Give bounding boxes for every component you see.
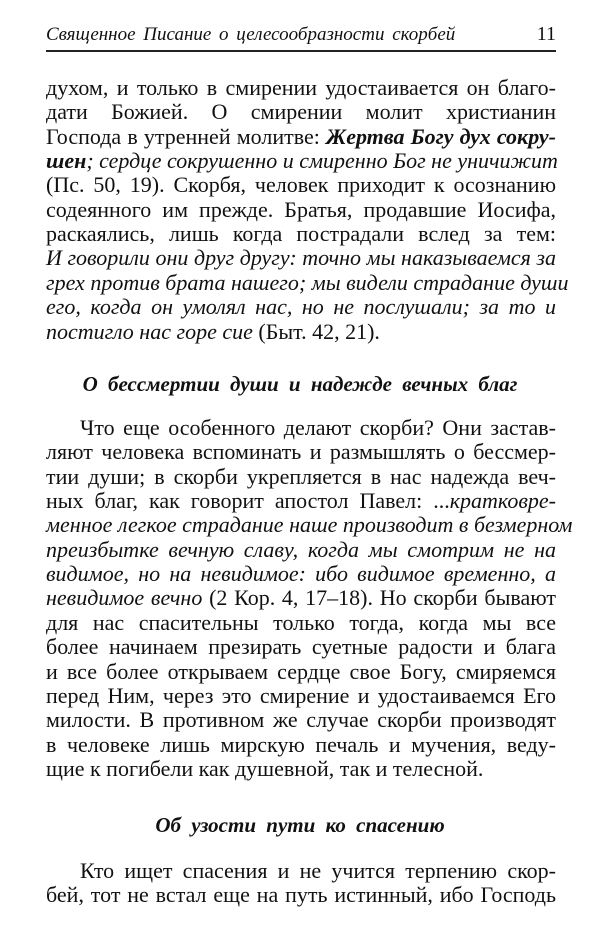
text-line [46,684,556,708]
text-line [46,149,556,173]
text-run: ных благ, как говорит апостол Павел: ... [46,488,450,514]
text-line [46,611,556,635]
text-run: и все более открываем сердце свое Богу, смиряемся [46,658,556,684]
scripture-quote: его, когда он умолял нас, но не послушали; за то и [46,294,556,320]
text-line [46,538,556,562]
section-heading: Об узости пути ко спасению [155,813,445,837]
text-run: духом, и только в смирении удостаивается он благо- [46,75,556,100]
text-run: Кто ищет спасения и не учится терпению скор- [80,858,556,883]
page-number: 11 [536,23,556,45]
text-line [46,125,556,149]
scripture-quote: ; сердце сокрушенно и смиренно Бог не уничижит [86,148,558,174]
scripture-quote: грех против брата нашего; мы видели страдание души [46,269,569,295]
text-line [46,562,556,586]
text-run: раскаялись, лишь когда пострадали вслед за тем: [46,221,556,247]
text-line [46,222,556,246]
text-run: (Пс. 50, 19). Скорбя, человек приходит к осознанию [46,172,556,198]
text-run: бей, тот не встал еще на путь истинный, ибо Господь [46,882,556,908]
text-run: милости. В противном же случае скорби производят [46,707,556,733]
text-line [46,883,556,907]
text-line [46,440,556,464]
text-line [46,489,556,513]
section-heading: О бессмертии души и надежде вечных благ [82,372,518,396]
scripture-quote: видимое, но на невидимое: ибо видимое временно, а [46,561,556,587]
text-line [80,416,556,440]
text-run: (Быт. 42, 21). [258,318,380,344]
text-line [46,76,556,100]
text-line [46,173,556,197]
text-line [46,757,556,781]
scripture-quote: менное легкое страдание наше производит в безмерном [46,512,573,538]
text-line [46,635,556,659]
text-line [80,859,556,883]
text-line [46,320,556,344]
text-line [46,100,556,124]
text-line [46,246,556,270]
text-run: перед Ним, через это смирение и удостаиваемся Его [46,682,556,708]
text-run: Господа в утренней молитве: [46,123,326,149]
text-run: Что еще особенного делают скорби? Они застав- [80,415,556,440]
text-line [46,295,556,319]
scripture-quote: кратковре- [449,488,556,514]
text-run: дати Божией. О смирении молит христианин [46,99,556,125]
text-run: ляют человека вспоминать и размышлять о бессмер- [46,439,556,465]
scripture-quote: постигло нас горе сие [46,318,259,344]
text-run: в человеке лишь мирскую печаль и мучения, веду- [46,731,556,757]
text-line [46,660,556,684]
text-run: более начинаем презирать суетные радости и блага [46,634,556,660]
text-line [46,198,556,222]
text-line [46,269,569,295]
text-run: тии души; в скорби укрепляется в нас надежда веч- [46,463,556,489]
scripture-quote: преизбытке вечную славу, когда мы смотрим не на [46,536,556,562]
text-run: для нас спасительны только тогда, когда мы все [46,609,556,635]
text-run: содеянного им прежде. Братья, продавшие Иосифа, [46,196,556,222]
text-line [46,708,556,732]
scripture-quote: Жертва Богу дух сокру- [326,123,556,149]
text-line [46,733,556,757]
text-line [46,465,556,489]
running-header-title: Священное Писание о целесообразности скорбей [46,24,456,45]
text-line [46,512,573,538]
text-run: щие к погибели как душевной, так и телесной. [46,755,484,781]
text-line [46,586,556,610]
scripture-quote: И говорили они друг другу: точно мы наказываемся за [46,245,556,271]
header-rule [46,50,556,52]
text-run: (2 Кор. 4, 17–18). Но скорби бывают [209,585,556,611]
scripture-quote: невидимое вечно [46,585,210,611]
scripture-quote: шен [46,148,87,174]
